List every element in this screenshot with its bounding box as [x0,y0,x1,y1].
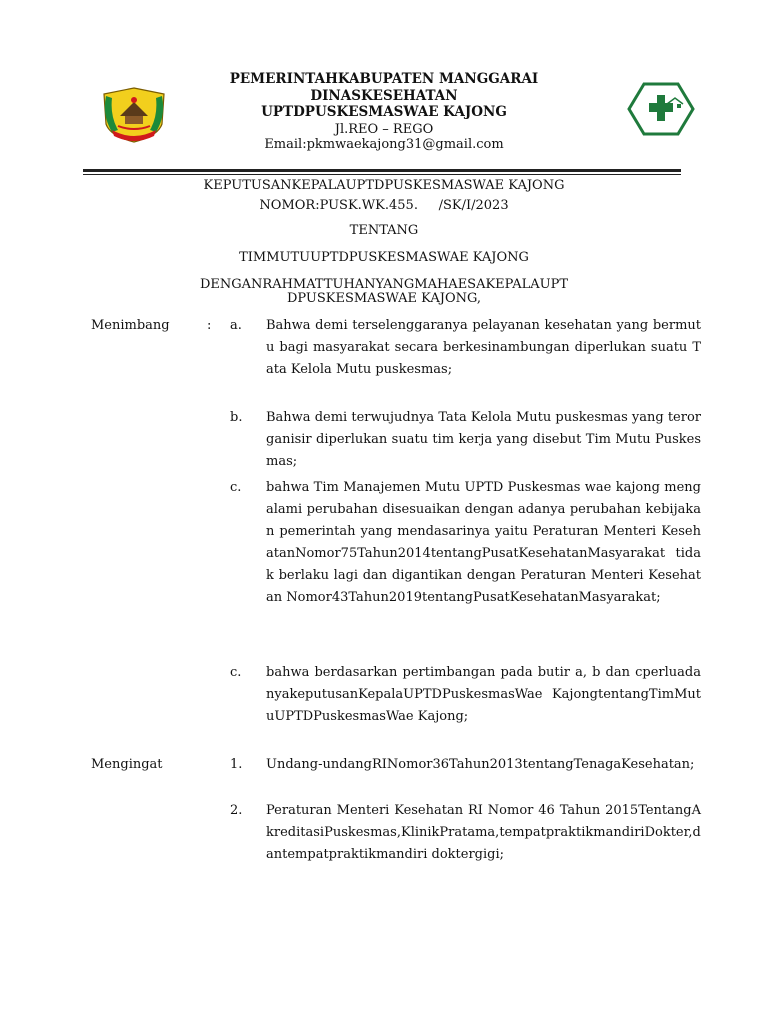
decree-title: KEPUTUSANKEPALAUPTDPUSKESMASWAE KAJONG [203,178,565,193]
mengingat-item-1: Undang-undangRINomor36Tahun2013tentangTenagaKesehatan; [266,757,695,772]
menimbang-marker-c2: c. [230,665,242,680]
menimbang-item-c2: bahwa berdasarkan pertimbangan pada butir a, b dan cperluadanyakeputusanKepalaUPTDPuskesmasWae KajongtentangTimMutuUPTDPuskesmasWae Kajong; [266,665,701,724]
menimbang-item-b: Bahwa demi terwujudnya Tata Kelola Mutu puskesmas yang terorganisir diperlukan suatu tim kerja yang disebut Tim Mutu Puskesmas; [266,410,701,469]
menimbang-label: Menimbang [91,318,170,333]
decree-preamble-2: DPUSKESMASWAE KAJONG, [286,291,482,306]
menimbang-colon: : [207,318,212,333]
decree-number: NOMOR:PUSK.WK.455. /SK/I/2023 [259,198,509,213]
mengingat-marker-1: 1. [230,757,243,772]
decree-tentang: TENTANG [349,223,419,238]
menimbang-item-c: bahwa Tim Manajemen Mutu UPTD Puskesmas wae kajong mengalami perubahan disesuaikan dengan adanya perubahan kebijakan pemerintah yang mendasarinya yaitu Peraturan Menteri KesehatanNomor75Tahun2014tentangPusatKesehatanMasyarakat tidak berlaku lagi dan digantikan dengan Peraturan Menteri Kesehatan Nomor43Tahun2019tentangPusatKesehatanMasyarakat; [266,480,701,605]
letterhead-line-2: DINASKESEHATAN [310,88,458,104]
decree-subject: TIMMUTUUPTDPUSKESMASWAE KAJONG [239,250,529,265]
menimbang-marker-b: b. [230,410,243,425]
letterhead-rule-thin [83,174,681,175]
menimbang-marker-c: c. [230,480,242,495]
letterhead-line-3: UPTDPUSKESMASWAE KAJONG [261,104,507,120]
decree-preamble-1: DENGANRAHMATTUHANYANGMAHAESAKEPALAUPT [199,277,569,292]
letterhead-line-1: PEMERINTAHKABUPATEN MANGGARAI [229,71,539,87]
mengingat-marker-2: 2. [230,803,243,818]
menimbang-marker-a: a. [230,318,242,333]
letterhead-email: Email:pkmwaekajong31@gmail.com [264,137,504,152]
menimbang-item-a: Bahwa demi terselenggaranya pelayanan kesehatan yang bermutu bagi masyarakat secara berkesinambungan diperlukan suatu Tata Kelola Mutu puskesmas; [266,318,701,377]
letterhead-address: Jl.REO – REGO [334,122,434,137]
mengingat-item-2: Peraturan Menteri Kesehatan RI Nomor 46 Tahun 2015TentangAkreditasiPuskesmas,KlinikPratama,tempatpraktikmandiriDokter,dantempatpraktikmandiri doktergigi; [266,803,701,862]
mengingat-label: Mengingat [91,757,163,772]
letterhead-rule-thick [83,169,681,172]
